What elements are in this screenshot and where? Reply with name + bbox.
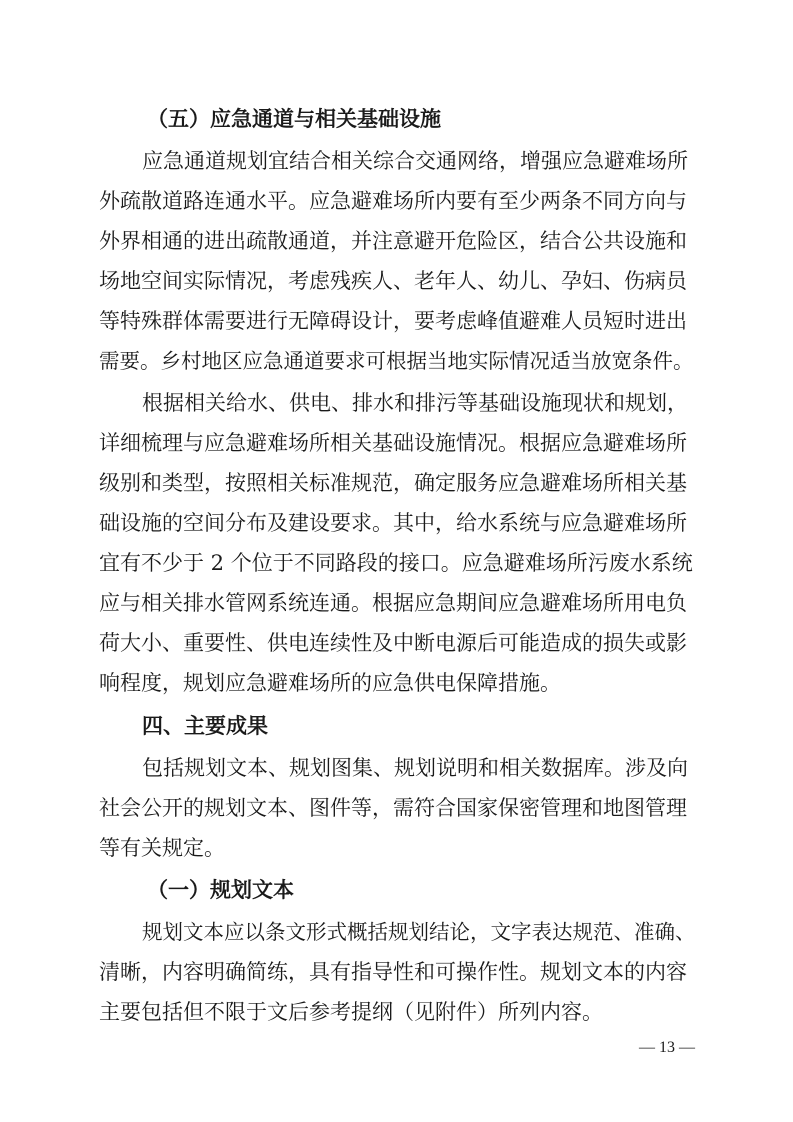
section-5-para-2-line-4: 础设施的空间分布及建设要求。其中，给水系统与应急避难场所 bbox=[99, 511, 687, 535]
section-5-para-2-line-8: 响程度，规划应急避难场所的应急供电保障措施。 bbox=[99, 671, 561, 695]
section-5-heading: （五）应急通道与相关基础设施 bbox=[147, 107, 441, 131]
subsection-1-para-1-line-3: 主要包括但不限于文后参考提纲（见附件）所列内容。 bbox=[99, 1000, 603, 1024]
section-5-para-1-line-6: 需要。乡村地区应急通道要求可根据当地实际情况适当放宽条件。 bbox=[99, 349, 694, 373]
section-5-para-2-line-5: 宜有不少于 2 个位于不同路段的接口。应急避难场所污废水系统 bbox=[99, 551, 693, 575]
section-4-para-1-line-3: 等有关规定。 bbox=[99, 836, 225, 860]
section-5-para-2-line-3: 级别和类型，按照相关标准规范，确定服务应急避难场所相关基 bbox=[99, 471, 687, 495]
subsection-1-heading: （一）规划文本 bbox=[147, 878, 294, 902]
section-5-para-2-line-7: 荷大小、重要性、供电连续性及中断电源后可能造成的损失或影 bbox=[99, 631, 687, 655]
subsection-1-para-1-line-1: 规划文本应以条文形式概括规划结论，文字表达规范、准确、 bbox=[142, 920, 696, 944]
section-5-para-2-line-2: 详细梳理与应急避难场所相关基础设施情况。根据应急避难场所 bbox=[99, 431, 687, 455]
section-5-para-2-line-1: 根据相关给水、供电、排水和排污等基础设施现状和规划， bbox=[142, 391, 688, 415]
section-5-para-1-line-2: 外疏散道路连通水平。应急避难场所内要有至少两条不同方向与 bbox=[99, 189, 687, 213]
section-5-para-1-line-3: 外界相通的进出疏散通道，并注意避开危险区，结合公共设施和 bbox=[99, 229, 687, 253]
section-4-para-1-line-1: 包括规划文本、规划图集、规划说明和相关数据库。涉及向 bbox=[142, 756, 688, 780]
subsection-1-para-1-line-2: 清晰，内容明确简练，具有指导性和可操作性。规划文本的内容 bbox=[99, 960, 687, 984]
section-4-para-1-line-2: 社会公开的规划文本、图件等，需符合国家保密管理和地图管理 bbox=[99, 796, 687, 820]
section-5-para-2-line-6: 应与相关排水管网系统连通。根据应急期间应急避难场所用电负 bbox=[99, 591, 687, 615]
page-number: — 13 — bbox=[639, 1039, 695, 1056]
section-4-heading: 四、主要成果 bbox=[142, 714, 268, 738]
section-5-para-1-line-4: 场地空间实际情况，考虑残疾人、老年人、幼儿、孕妇、伤病员 bbox=[99, 269, 687, 293]
section-5-para-1-line-1: 应急通道规划宜结合相关综合交通网络，增强应急避难场所 bbox=[142, 149, 688, 173]
section-5-para-1-line-5: 等特殊群体需要进行无障碍设计，要考虑峰值避难人员短时进出 bbox=[99, 309, 687, 333]
